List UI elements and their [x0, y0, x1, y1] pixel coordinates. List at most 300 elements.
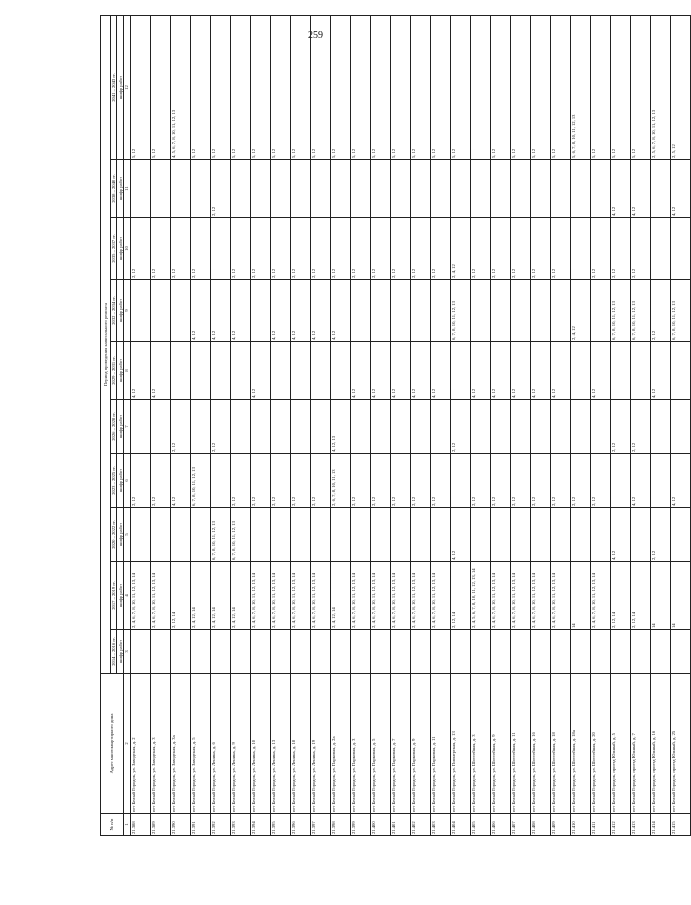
column-number: 2: [124, 674, 131, 814]
work-code-cell: [271, 342, 291, 400]
work-code-cell: 2, 12: [371, 218, 391, 280]
period-label: 2020 – 2022 гг.: [111, 520, 116, 549]
column-number: 5: [124, 508, 131, 562]
work-code-cell: [331, 342, 351, 400]
work-code-cell: [431, 630, 451, 674]
header-period-group: Период проведения капитального ремонта: [101, 15, 111, 673]
column-number: 1: [124, 814, 131, 836]
row-number: 21.406: [491, 814, 511, 836]
work-code-cell: [171, 630, 191, 674]
table-row: [611, 15, 631, 835]
table-row: [291, 15, 311, 835]
work-code-cell: 2, 12: [271, 218, 291, 280]
work-code-cell: [411, 160, 431, 218]
row-number: 21.408: [531, 814, 551, 836]
row-address: пгт Белый Городок, ул. Ленина, д. 6: [211, 674, 231, 814]
work-code-cell: [591, 630, 611, 674]
work-code-cell: 2, 5, 6, 7, 8, 10, 11, 12, 13: [651, 15, 671, 159]
period-label: 2032 – 2034 гг.: [111, 296, 116, 325]
work-code-cell: [291, 630, 311, 674]
work-code-label: шифр работ: [116, 400, 123, 453]
header-period: [111, 562, 124, 630]
work-code-cell: 4, 12: [351, 342, 371, 400]
row-number: 21.388: [131, 814, 151, 836]
work-code-cell: 4, 12: [291, 280, 311, 342]
work-code-cell: [271, 400, 291, 454]
work-code-cell: 5, 12: [331, 15, 351, 159]
work-code-cell: [371, 280, 391, 342]
work-code-cell: [531, 630, 551, 674]
work-code-label: шифр работ: [116, 218, 123, 279]
work-code-cell: 2, 4, 6, 7, 8, 10, 11, 12, 13, 14: [431, 562, 451, 630]
work-code-cell: [651, 160, 671, 218]
work-code-cell: 14: [571, 562, 591, 630]
work-code-cell: 2, 12: [531, 454, 551, 508]
work-code-cell: [491, 280, 511, 342]
work-code-cell: [391, 280, 411, 342]
work-code-cell: [491, 508, 511, 562]
work-code-cell: 5, 12: [611, 15, 631, 159]
work-code-cell: [471, 160, 491, 218]
work-code-cell: 2, 12, 14: [451, 562, 471, 630]
work-code-cell: [571, 400, 591, 454]
row-address: пгт Белый Городок, ул. Парковая, д. 7: [391, 674, 411, 814]
column-number: 6: [124, 454, 131, 508]
work-code-cell: [591, 160, 611, 218]
row-address: пгт Белый Городок, проезд Южный, д. 25: [671, 674, 691, 814]
work-code-cell: 2, 12: [431, 218, 451, 280]
work-code-cell: [311, 160, 331, 218]
table-row: [571, 15, 591, 835]
work-code-cell: [611, 342, 631, 400]
work-code-cell: 2, 12: [251, 454, 271, 508]
period-label: 2041 – 2043 гг.: [111, 73, 116, 102]
work-code-cell: 4, 12: [411, 342, 431, 400]
table-body: [131, 15, 691, 835]
period-label: 2014 – 2016 гг.: [111, 637, 116, 666]
work-code-cell: [511, 160, 531, 218]
work-code-cell: [131, 630, 151, 674]
work-code-cell: [171, 280, 191, 342]
work-code-cell: [271, 630, 291, 674]
work-code-cell: [451, 342, 471, 400]
work-code-cell: [191, 342, 211, 400]
work-code-cell: 4, 12: [211, 280, 231, 342]
work-code-cell: 2, 4, 6, 7, 8, 10, 11, 12, 13, 14: [531, 562, 551, 630]
row-address: пгт Белый Городок, ул. Парковая, д. 2а: [331, 674, 351, 814]
work-code-cell: [551, 508, 571, 562]
work-code-cell: 4, 12: [611, 160, 631, 218]
column-number: 3: [124, 630, 131, 674]
row-address: пгт Белый Городок, ул. Пионерская, д. 13: [451, 674, 471, 814]
work-code-cell: 2, 12: [211, 160, 231, 218]
work-code-cell: 2, 4, 6, 7, 8, 10, 11, 12, 13, 14: [411, 562, 431, 630]
work-code-cell: 2, 4, 6, 7, 8, 10, 11, 12, 13, 14: [271, 562, 291, 630]
work-code-cell: [471, 280, 491, 342]
header-period: [111, 15, 124, 159]
work-code-cell: [671, 630, 691, 674]
table-row: [491, 15, 511, 835]
work-code-cell: 5, 12: [211, 15, 231, 159]
work-code-cell: [291, 342, 311, 400]
work-code-cell: 4, 12: [271, 280, 291, 342]
row-address: пгт Белый Городок, ул. Ленина, д. 9: [231, 674, 251, 814]
work-code-cell: [471, 15, 491, 159]
work-code-cell: [271, 160, 291, 218]
row-number: 21.402: [411, 814, 431, 836]
work-code-cell: 2, 12: [651, 508, 671, 562]
work-code-cell: 2, 12: [651, 280, 671, 342]
work-code-cell: 2, 12: [631, 218, 651, 280]
work-code-cell: 4, 5, 6, 7, 8, 10, 11, 12, 13: [171, 15, 191, 159]
work-code-cell: [491, 160, 511, 218]
work-code-cell: [451, 454, 471, 508]
row-number: 21.399: [351, 814, 371, 836]
row-number: 21.415: [671, 814, 691, 836]
work-code-cell: 4, 12: [671, 160, 691, 218]
work-code-cell: [351, 508, 371, 562]
table-row: [311, 15, 331, 835]
work-code-cell: 2, 4, 6, 7, 8, 10, 11, 12, 13, 14: [491, 562, 511, 630]
work-code-cell: [571, 160, 591, 218]
row-address: пгт Белый Городок, ул. Ленина, д. 10: [251, 674, 271, 814]
work-code-cell: 2, 4, 6, 7, 8, 10, 11, 12, 13, 14: [551, 562, 571, 630]
work-code-cell: 2, 12: [511, 218, 531, 280]
header-period: [111, 508, 124, 562]
row-address: пгт Белый Городок, ул. Парковая, д. 5: [371, 674, 391, 814]
work-code-cell: 2, 12: [551, 218, 571, 280]
work-code-cell: 4, 12, 13: [331, 400, 351, 454]
period-label: 2035 – 2037 гг.: [111, 234, 116, 263]
work-code-cell: [411, 400, 431, 454]
work-code-cell: [571, 218, 591, 280]
period-label: 2017 – 2019 гг.: [111, 581, 116, 610]
header-period: [111, 630, 124, 674]
header-period: [111, 160, 124, 218]
work-code-cell: 2, 12: [391, 454, 411, 508]
column-number: 9: [124, 280, 131, 342]
work-code-cell: 5, 12: [391, 15, 411, 159]
work-code-cell: 2, 4, 6, 7, 8, 10, 11, 12, 13, 14: [151, 562, 171, 630]
column-number: 8: [124, 342, 131, 400]
work-code-cell: 2, 12: [151, 454, 171, 508]
capital-repair-table: [100, 15, 691, 836]
work-code-label: шифр работ: [116, 16, 123, 159]
work-code-cell: [651, 630, 671, 674]
work-code-cell: [391, 508, 411, 562]
work-code-cell: [311, 342, 331, 400]
work-code-cell: [451, 630, 471, 674]
period-label: 2038 – 2040 гг.: [111, 174, 116, 203]
work-code-cell: [511, 400, 531, 454]
table-row: [471, 15, 491, 835]
work-code-cell: 2, 4, 6, 7, 8, 10, 11, 12, 13, 14: [371, 562, 391, 630]
work-code-cell: 2, 12: [351, 218, 371, 280]
work-code-cell: [231, 400, 251, 454]
work-code-cell: 2, 12, 14: [611, 562, 631, 630]
work-code-cell: [431, 160, 451, 218]
work-code-cell: [651, 454, 671, 508]
work-code-cell: 2, 12: [491, 454, 511, 508]
row-address: пгт Белый Городок, ул. Парковая, д. 3: [351, 674, 371, 814]
work-code-cell: 2, 4, 6, 7, 8, 10, 11, 12, 13, 14: [131, 562, 151, 630]
header-period: [111, 400, 124, 454]
work-code-cell: [451, 160, 471, 218]
work-code-cell: 2, 12: [411, 454, 431, 508]
table-row: [171, 15, 191, 835]
work-code-cell: [251, 630, 271, 674]
work-code-cell: [551, 160, 571, 218]
work-code-cell: 4, 12: [231, 280, 251, 342]
work-code-cell: 5, 12: [311, 15, 331, 159]
work-code-cell: 2, 12: [211, 400, 231, 454]
work-code-cell: 5, 12: [371, 15, 391, 159]
work-code-cell: [471, 630, 491, 674]
work-code-cell: 5, 12: [551, 15, 571, 159]
work-code-cell: 4, 12: [591, 342, 611, 400]
work-code-cell: [591, 508, 611, 562]
row-number: 21.411: [591, 814, 611, 836]
work-code-cell: [571, 342, 591, 400]
work-code-cell: [211, 454, 231, 508]
work-code-cell: 2, 12: [591, 454, 611, 508]
work-code-cell: 6, 7, 8, 10, 11, 12, 13: [451, 280, 471, 342]
row-number: 21.414: [651, 814, 671, 836]
work-code-cell: [191, 630, 211, 674]
work-code-cell: 5, 12: [231, 15, 251, 159]
work-code-cell: [671, 400, 691, 454]
work-code-cell: [391, 630, 411, 674]
work-code-cell: 5, 12: [351, 15, 371, 159]
row-number: 21.403: [431, 814, 451, 836]
work-code-label: шифр работ: [116, 280, 123, 341]
header-period: [111, 342, 124, 400]
header-num: № п/п: [101, 814, 124, 836]
work-code-cell: 5, 12: [451, 15, 471, 159]
work-code-cell: 2, 12: [611, 400, 631, 454]
work-code-cell: 2, 12: [191, 218, 211, 280]
work-code-cell: [371, 630, 391, 674]
work-code-cell: 2, 12, 14: [631, 562, 651, 630]
work-code-cell: 2, 4, 12, 14: [191, 562, 211, 630]
work-code-cell: [511, 630, 531, 674]
work-code-cell: 5, 12: [531, 15, 551, 159]
column-number: 12: [124, 15, 131, 159]
row-address: пгт Белый Городок, ул. Шоссейная, д. 16: [531, 674, 551, 814]
work-code-cell: [331, 508, 351, 562]
work-code-cell: 2, 12: [471, 218, 491, 280]
table-row: [411, 15, 431, 835]
work-code-cell: [431, 280, 451, 342]
work-code-cell: 5, 12: [631, 15, 651, 159]
work-code-cell: [431, 400, 451, 454]
work-code-cell: [211, 630, 231, 674]
row-number: 21.397: [311, 814, 331, 836]
row-address: пгт Белый Городок, ул. Ленина, д. 19: [311, 674, 331, 814]
work-code-cell: [191, 400, 211, 454]
work-code-cell: 2, 12: [631, 400, 651, 454]
row-address: пгт Белый Городок, ул. Шоссейная, д. 3: [471, 674, 491, 814]
work-code-cell: 2, 12: [171, 400, 191, 454]
table-row: [211, 15, 231, 835]
work-code-cell: 4, 12: [631, 454, 651, 508]
row-address: пгт Белый Городок, ул. Парковая, д. 9: [411, 674, 431, 814]
work-code-cell: [431, 508, 451, 562]
work-code-cell: 4, 12: [531, 342, 551, 400]
work-code-cell: [331, 160, 351, 218]
table-row: [391, 15, 411, 835]
work-code-cell: 4, 12: [511, 342, 531, 400]
work-code-cell: 5, 12: [511, 15, 531, 159]
work-code-cell: [171, 342, 191, 400]
work-code-cell: [511, 280, 531, 342]
work-code-cell: [151, 400, 171, 454]
work-code-cell: 4, 12: [171, 454, 191, 508]
header-row-group: [101, 15, 111, 835]
work-code-cell: 2, 12: [471, 454, 491, 508]
work-code-cell: 2, 6, 7, 8, 10, 11, 13: [331, 454, 351, 508]
row-number: 21.398: [331, 814, 351, 836]
work-code-cell: [171, 508, 191, 562]
period-label: 2026 – 2028 гг.: [111, 412, 116, 441]
row-number: 21.405: [471, 814, 491, 836]
work-code-cell: [251, 160, 271, 218]
work-code-cell: 2, 12: [151, 218, 171, 280]
work-code-cell: 2, 12: [351, 454, 371, 508]
row-number: 21.412: [611, 814, 631, 836]
work-code-cell: [631, 508, 651, 562]
work-code-cell: 2, 12: [611, 218, 631, 280]
row-number: 21.400: [371, 814, 391, 836]
work-code-cell: 2, 12: [371, 454, 391, 508]
row-number: 21.401: [391, 814, 411, 836]
row-address: пгт Белый Городок, проезд Южный, д. 5: [611, 674, 631, 814]
work-code-cell: 2, 12: [131, 218, 151, 280]
work-code-cell: 2, 12: [171, 218, 191, 280]
work-code-cell: 6, 7, 8, 10, 11, 12, 13: [231, 508, 251, 562]
work-code-cell: 2, 12: [231, 454, 251, 508]
work-code-cell: 14: [671, 562, 691, 630]
work-code-cell: [491, 400, 511, 454]
work-code-cell: 5, 12: [291, 15, 311, 159]
work-code-cell: 2, 4, 12, 14: [331, 562, 351, 630]
table-row: [131, 15, 151, 835]
work-code-cell: [611, 454, 631, 508]
table-row: [351, 15, 371, 835]
work-code-cell: [351, 160, 371, 218]
row-number: 21.393: [231, 814, 251, 836]
work-code-cell: [531, 400, 551, 454]
work-code-cell: 2, 12: [271, 454, 291, 508]
work-code-cell: [571, 630, 591, 674]
work-code-cell: 2, 4, 12: [451, 218, 471, 280]
work-code-cell: [171, 160, 191, 218]
work-code-cell: 14: [651, 562, 671, 630]
work-code-cell: 5, 12: [271, 15, 291, 159]
work-code-cell: [531, 280, 551, 342]
work-code-cell: 4, 12: [251, 342, 271, 400]
work-code-cell: [471, 400, 491, 454]
work-code-cell: [191, 160, 211, 218]
work-code-cell: [651, 400, 671, 454]
work-code-cell: [551, 280, 571, 342]
work-code-cell: 2, 12: [291, 218, 311, 280]
work-code-cell: [211, 342, 231, 400]
work-code-cell: [311, 400, 331, 454]
work-code-cell: 2, 12: [251, 218, 271, 280]
work-code-cell: 4, 12: [191, 280, 211, 342]
work-code-cell: [131, 508, 151, 562]
table-row: [451, 15, 471, 835]
row-address: пгт Белый Городок, ул. Шоссейная, д. 20: [591, 674, 611, 814]
work-code-cell: [391, 160, 411, 218]
column-number: 4: [124, 562, 131, 630]
work-code-cell: [351, 280, 371, 342]
row-address: пгт Белый Городок, ул. Шоссейная, д. 11: [511, 674, 531, 814]
work-code-cell: [411, 508, 431, 562]
work-code-cell: [131, 160, 151, 218]
row-address: пгт Белый Городок, ул. Ленина, д. 18: [291, 674, 311, 814]
period-label: 2029 – 2031 гг.: [111, 356, 116, 385]
work-code-cell: 4, 12: [471, 342, 491, 400]
work-code-cell: [631, 630, 651, 674]
row-address: пгт Белый Городок, проезд Южный, д. 7: [631, 674, 651, 814]
table-row: [551, 15, 571, 835]
work-code-cell: [491, 630, 511, 674]
header-address: Адрес многоквартирного дома: [101, 674, 124, 814]
work-code-cell: 4, 12: [491, 342, 511, 400]
work-code-cell: [251, 280, 271, 342]
work-code-cell: [231, 630, 251, 674]
table-row: [231, 15, 251, 835]
work-code-cell: 2, 12: [571, 454, 591, 508]
header-period: [111, 454, 124, 508]
work-code-cell: [151, 630, 171, 674]
work-code-cell: [531, 508, 551, 562]
row-address: пгт Белый Городок, ул. Заводская, д. 3: [151, 674, 171, 814]
work-code-label: шифр работ: [116, 454, 123, 507]
row-address: пгт Белый Городок, ул. Парковая, д. 11: [431, 674, 451, 814]
row-number: 21.392: [211, 814, 231, 836]
work-code-cell: 4, 12: [331, 280, 351, 342]
work-code-cell: [551, 630, 571, 674]
work-code-cell: [411, 630, 431, 674]
work-code-cell: [531, 160, 551, 218]
work-code-cell: 2, 4, 6, 7, 8, 10, 11, 12, 13, 14: [591, 562, 611, 630]
work-code-cell: 4, 12: [451, 508, 471, 562]
work-code-label: шифр работ: [116, 508, 123, 561]
work-code-cell: [231, 160, 251, 218]
table-row: [151, 15, 171, 835]
work-code-cell: 5, 12: [191, 15, 211, 159]
header-period: [111, 280, 124, 342]
table-row: [671, 15, 691, 835]
column-number: 11: [124, 160, 131, 218]
table-row: [191, 15, 211, 835]
row-address: пгт Белый Городок, ул. Заводская, д. 2: [131, 674, 151, 814]
table-row: [251, 15, 271, 835]
work-code-cell: 2, 4, 12, 14: [231, 562, 251, 630]
work-code-cell: [331, 630, 351, 674]
row-address: пгт Белый Городок, ул. Шоссейная, д. 9: [491, 674, 511, 814]
work-code-cell: 2, 12: [411, 218, 431, 280]
work-code-cell: 6, 7, 8, 10, 11, 12, 13: [611, 280, 631, 342]
work-code-cell: 5, 12: [431, 15, 451, 159]
work-code-cell: 4, 12: [391, 342, 411, 400]
work-code-cell: 6, 7, 8, 10, 11, 12, 13: [191, 454, 211, 508]
work-code-cell: [291, 160, 311, 218]
work-code-cell: [351, 630, 371, 674]
